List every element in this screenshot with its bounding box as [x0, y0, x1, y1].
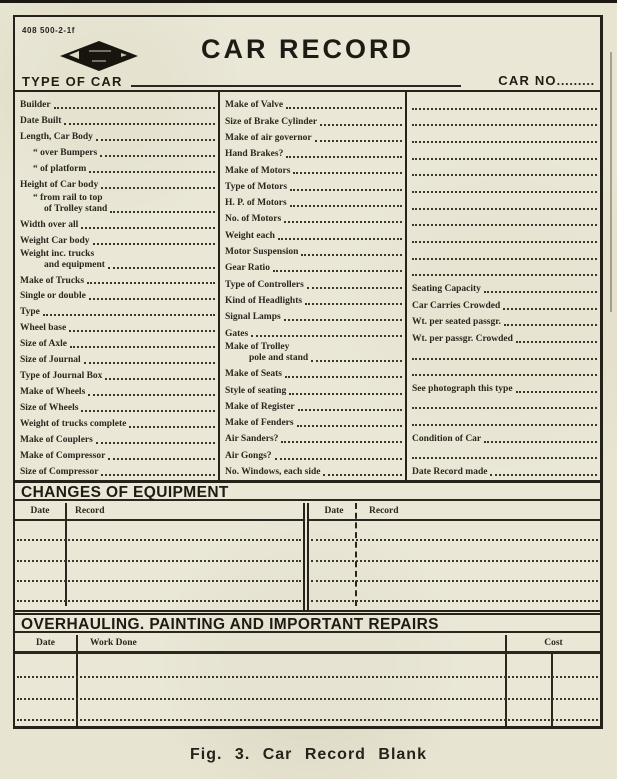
field-row: [20, 111, 216, 127]
field-row: [225, 429, 403, 445]
field-label: Wt. per seated passgr.: [412, 317, 501, 328]
car-no-label: CAR NO: [498, 73, 557, 88]
field-label: Make of Trolley: [225, 342, 290, 353]
dotted-leader: [307, 287, 402, 289]
field-label: Style of seating: [225, 385, 287, 396]
changes-table-left: [15, 503, 303, 610]
dotted-leader: [323, 474, 402, 476]
field-row: [225, 413, 403, 429]
field-label: Hand Brakes?: [225, 149, 284, 160]
field-label: Weight inc. trucks: [20, 248, 95, 259]
field-label: Wt. per passgr. Crowded: [412, 333, 513, 344]
field-label: Date Record made: [412, 467, 488, 478]
field-label: Type of Journal Box: [20, 371, 103, 382]
field-label: Size of Wheels: [20, 403, 79, 414]
field-label: Weight Car body: [20, 235, 90, 246]
field-row: [225, 193, 403, 209]
field-row: [412, 195, 598, 212]
field-row: [412, 128, 598, 145]
field-label: Weight each: [225, 230, 275, 241]
dotted-leader: [285, 376, 402, 378]
field-row: [20, 127, 216, 143]
field-row: [20, 462, 216, 478]
field-row: [412, 428, 598, 445]
field-label: Make of Motors: [225, 165, 291, 176]
dotted-leader: [412, 158, 597, 160]
dotted-leader: [100, 155, 215, 157]
dotted-leader: [81, 410, 215, 412]
form-header: [15, 17, 600, 90]
dotted-leader: [284, 221, 402, 223]
dotted-leader: [70, 346, 215, 348]
field-row: [412, 328, 598, 345]
type-of-car-blank-line: [131, 85, 461, 87]
field-label: Air Gongs?: [225, 450, 272, 461]
field-label: Make of Wheels: [20, 387, 86, 398]
field-label: Size of Journal: [20, 355, 81, 366]
field-row: [412, 145, 598, 162]
field-row: [20, 382, 216, 398]
spec-column-1: [15, 92, 220, 482]
dotted-leader: [87, 282, 215, 284]
dotted-leader: [503, 308, 597, 310]
overhaul-table: [15, 635, 600, 726]
blank-entry-row: [311, 521, 598, 541]
blank-entry-row: [17, 562, 301, 582]
dotted-leader: [320, 124, 402, 126]
dotted-leader: [490, 474, 597, 476]
dotted-leader: [290, 189, 402, 191]
dotted-leader: [275, 458, 402, 460]
dotted-leader: [273, 270, 402, 272]
dotted-leader: [88, 394, 215, 396]
field-label: Size of Brake Cylinder: [225, 116, 318, 127]
dotted-leader: [298, 409, 402, 411]
car-record-form: [13, 15, 603, 729]
field-label: H. P. of Motors: [225, 198, 287, 209]
field-row: [225, 445, 403, 461]
field-label: No. Windows, each side: [225, 467, 321, 478]
field-label: Make of Seats: [225, 369, 282, 380]
blank-entry-row: [17, 582, 301, 602]
section-title-row: [15, 615, 600, 633]
dotted-leader: [412, 224, 597, 226]
field-row: [412, 278, 598, 295]
field-row: [412, 212, 598, 229]
blank-entry-row: [311, 541, 598, 561]
dotted-leader: [412, 258, 597, 260]
date-column-header: Date: [324, 506, 344, 516]
field-row: [412, 411, 598, 428]
dotted-leader: [516, 341, 597, 343]
dotted-leader: [412, 374, 597, 376]
field-row: [20, 143, 216, 159]
field-label: Width over all: [20, 219, 79, 230]
field-label: Gear Ratio: [225, 263, 270, 274]
dotted-leader: [516, 391, 597, 393]
cost-column-header: Cost: [544, 638, 563, 648]
blank-entry-row: [17, 657, 598, 678]
dotted-leader: [311, 360, 402, 362]
field-row: [412, 112, 598, 129]
field-row: [225, 397, 403, 413]
field-row: [225, 274, 403, 290]
dotted-leader: [305, 303, 402, 305]
dotted-leader: [278, 238, 402, 240]
field-row: [225, 258, 403, 274]
blank-entry-row: [17, 678, 598, 699]
field-row: [412, 228, 598, 245]
field-label: Signal Lamps: [225, 312, 281, 323]
field-row: [412, 162, 598, 179]
blank-entry-row: [17, 521, 301, 541]
field-row: [225, 339, 403, 363]
dotted-leader: [64, 123, 215, 125]
field-row: [20, 191, 216, 215]
field-row: [412, 445, 598, 462]
changes-tables: [15, 503, 600, 610]
field-label: Kind of Headlights: [225, 295, 303, 306]
dotted-leader: [315, 140, 402, 142]
dotted-leader: [412, 108, 597, 110]
car-no-field: [498, 73, 595, 89]
dotted-leader: [129, 426, 215, 428]
field-label: Single or double: [20, 291, 86, 302]
dotted-leader: [412, 358, 597, 360]
blank-entry-rows: [15, 657, 600, 721]
field-row: [20, 350, 216, 366]
dotted-leader: [504, 324, 597, 326]
field-label: Make of Trucks: [20, 275, 85, 286]
dotted-leader: [412, 241, 597, 243]
field-label: Gates: [225, 328, 249, 339]
dotted-leader: [110, 211, 215, 213]
work-done-column-header: Work Done: [90, 638, 137, 648]
date-column-header: Date: [36, 638, 55, 648]
field-label: Length, Car Body: [20, 131, 93, 142]
field-row: [412, 345, 598, 362]
blank-entry-rows: [309, 521, 600, 602]
field-label: Height of Car body: [20, 179, 99, 190]
field-label: “ of platform: [33, 163, 87, 174]
changes-table-right: [309, 503, 600, 610]
field-row: [20, 302, 216, 318]
dotted-leader: [101, 474, 215, 476]
field-label: and equipment: [44, 259, 105, 270]
field-row: [20, 398, 216, 414]
dotted-leader: [89, 298, 215, 300]
field-row: [20, 231, 216, 247]
dotted-leader: [96, 139, 215, 141]
field-row: [225, 364, 403, 380]
field-row: [225, 209, 403, 225]
dotted-leader: [281, 441, 402, 443]
field-row: [225, 380, 403, 396]
blank-entry-row: [17, 541, 301, 561]
dotted-leader: [412, 124, 597, 126]
field-row: [225, 242, 403, 258]
form-code: 408 500-2-1f: [22, 26, 76, 35]
field-row: [225, 307, 403, 323]
field-label: Type of Controllers: [225, 279, 304, 290]
dotted-leader: [484, 291, 597, 293]
dotted-leader: [101, 187, 215, 189]
field-row: [20, 430, 216, 446]
field-row: [20, 446, 216, 462]
field-label: Make of Compressor: [20, 451, 106, 462]
field-row: [20, 175, 216, 191]
dotted-leader: [108, 267, 215, 269]
field-label: See photograph this type: [412, 383, 513, 394]
dotted-leader: [81, 227, 215, 229]
field-label: Date Built: [20, 115, 62, 126]
type-of-car-label: TYPE OF CAR: [22, 74, 123, 89]
field-row: [412, 362, 598, 379]
figure-caption: Fig. 3. Car Record Blank: [190, 746, 427, 763]
table-header-row: [309, 503, 600, 521]
field-row: [20, 366, 216, 382]
field-row: [20, 159, 216, 175]
field-row: [20, 215, 216, 231]
field-row: [412, 395, 598, 412]
field-label: Make of Couplers: [20, 435, 93, 446]
dotted-leader: [412, 191, 597, 193]
field-label: Size of Axle: [20, 339, 67, 350]
table-header-row: [15, 503, 303, 521]
field-label: Type of Motors: [225, 181, 288, 192]
section-title-row: [15, 483, 600, 501]
dotted-leader: [484, 441, 597, 443]
field-row: [20, 334, 216, 350]
field-row: [225, 95, 403, 111]
dotted-leader: [93, 243, 215, 245]
dotted-leader: [412, 141, 597, 143]
dotted-leader: [251, 335, 402, 337]
field-row: [20, 95, 216, 111]
record-column-header: Record: [75, 506, 105, 516]
scan-edge-artifact: [0, 0, 617, 3]
dotted-leader: [412, 208, 597, 210]
field-label: Car Carries Crowded: [412, 300, 501, 311]
spec-column-3: [407, 92, 600, 482]
car-no-dotted-leader: .........: [556, 73, 595, 88]
field-row: [20, 318, 216, 334]
field-row: [412, 378, 598, 395]
dotted-leader: [286, 156, 402, 158]
field-label: No. of Motors: [225, 214, 282, 225]
dotted-leader: [43, 314, 215, 316]
dotted-leader: [290, 205, 402, 207]
dotted-leader: [412, 407, 597, 409]
field-label: of Trolley stand: [44, 203, 108, 214]
dotted-leader: [412, 174, 597, 176]
field-label: Condition of Car: [412, 433, 482, 444]
blank-entry-row: [311, 562, 598, 582]
field-label: Weight of trucks complete: [20, 419, 127, 430]
field-row: [225, 225, 403, 241]
dotted-leader: [105, 378, 215, 380]
field-row: [225, 144, 403, 160]
field-row: [20, 286, 216, 302]
changes-of-equipment-section: [15, 480, 600, 610]
dotted-leader: [284, 319, 402, 321]
field-row: [225, 111, 403, 127]
field-row: [412, 295, 598, 312]
field-row: [225, 323, 403, 339]
field-row: [20, 271, 216, 287]
field-label: “ from rail to top: [33, 192, 103, 203]
field-row: [412, 95, 598, 112]
table-header-row: [15, 635, 600, 654]
field-row: [225, 462, 403, 478]
blank-entry-row: [17, 700, 598, 721]
spec-column-2: [220, 92, 407, 482]
dotted-leader: [286, 107, 402, 109]
dotted-leader: [84, 362, 215, 364]
dotted-leader: [89, 171, 215, 173]
dotted-leader: [69, 330, 215, 332]
field-row: [20, 247, 216, 271]
field-row: [225, 128, 403, 144]
field-row: [412, 178, 598, 195]
field-row: [412, 461, 598, 478]
dotted-leader: [289, 393, 402, 395]
dotted-leader: [297, 425, 402, 427]
dotted-leader: [412, 457, 597, 459]
field-row: [412, 262, 598, 279]
blank-entry-rows: [15, 521, 303, 602]
field-label: Motor Suspension: [225, 247, 299, 258]
field-row: [225, 176, 403, 192]
page-title: CAR RECORD: [200, 34, 414, 64]
field-label: Air Sanders?: [225, 434, 279, 445]
dotted-leader: [301, 254, 402, 256]
field-label: “ over Bumpers: [33, 147, 98, 158]
dotted-leader: [293, 172, 402, 174]
field-row: [225, 160, 403, 176]
field-label: Builder: [20, 100, 51, 111]
scan-edge-artifact: [610, 52, 612, 312]
field-row: [412, 312, 598, 329]
dotted-leader: [108, 458, 215, 460]
dotted-leader: [412, 274, 597, 276]
field-row: [412, 245, 598, 262]
field-row: [225, 291, 403, 307]
type-of-car-row: [22, 73, 595, 89]
changes-section-title: CHANGES OF EQUIPMENT: [21, 484, 229, 501]
field-label: Wheel base: [20, 323, 67, 334]
overhaul-section-title: OVERHAULING. PAINTING AND IMPORTANT REPAIRS: [21, 616, 439, 633]
field-label: Make of Register: [225, 401, 295, 412]
record-column-header: Record: [369, 506, 399, 516]
field-label: pole and stand: [249, 352, 309, 363]
date-column-header: Date: [30, 506, 50, 516]
field-label: Seating Capacity: [412, 283, 481, 294]
field-label: Make of Fenders: [225, 418, 294, 429]
dotted-leader: [412, 424, 597, 426]
field-label: Make of air governor: [225, 132, 312, 143]
blank-entry-row: [311, 582, 598, 602]
dotted-leader: [54, 107, 215, 109]
field-row: [20, 414, 216, 430]
field-label: Size of Compressor: [20, 466, 99, 477]
field-label: Make of Valve: [225, 100, 284, 111]
dotted-leader: [96, 442, 215, 444]
field-label: Type: [20, 307, 40, 318]
overhauling-repairs-section: [15, 610, 600, 726]
car-spec-table: [15, 90, 600, 482]
